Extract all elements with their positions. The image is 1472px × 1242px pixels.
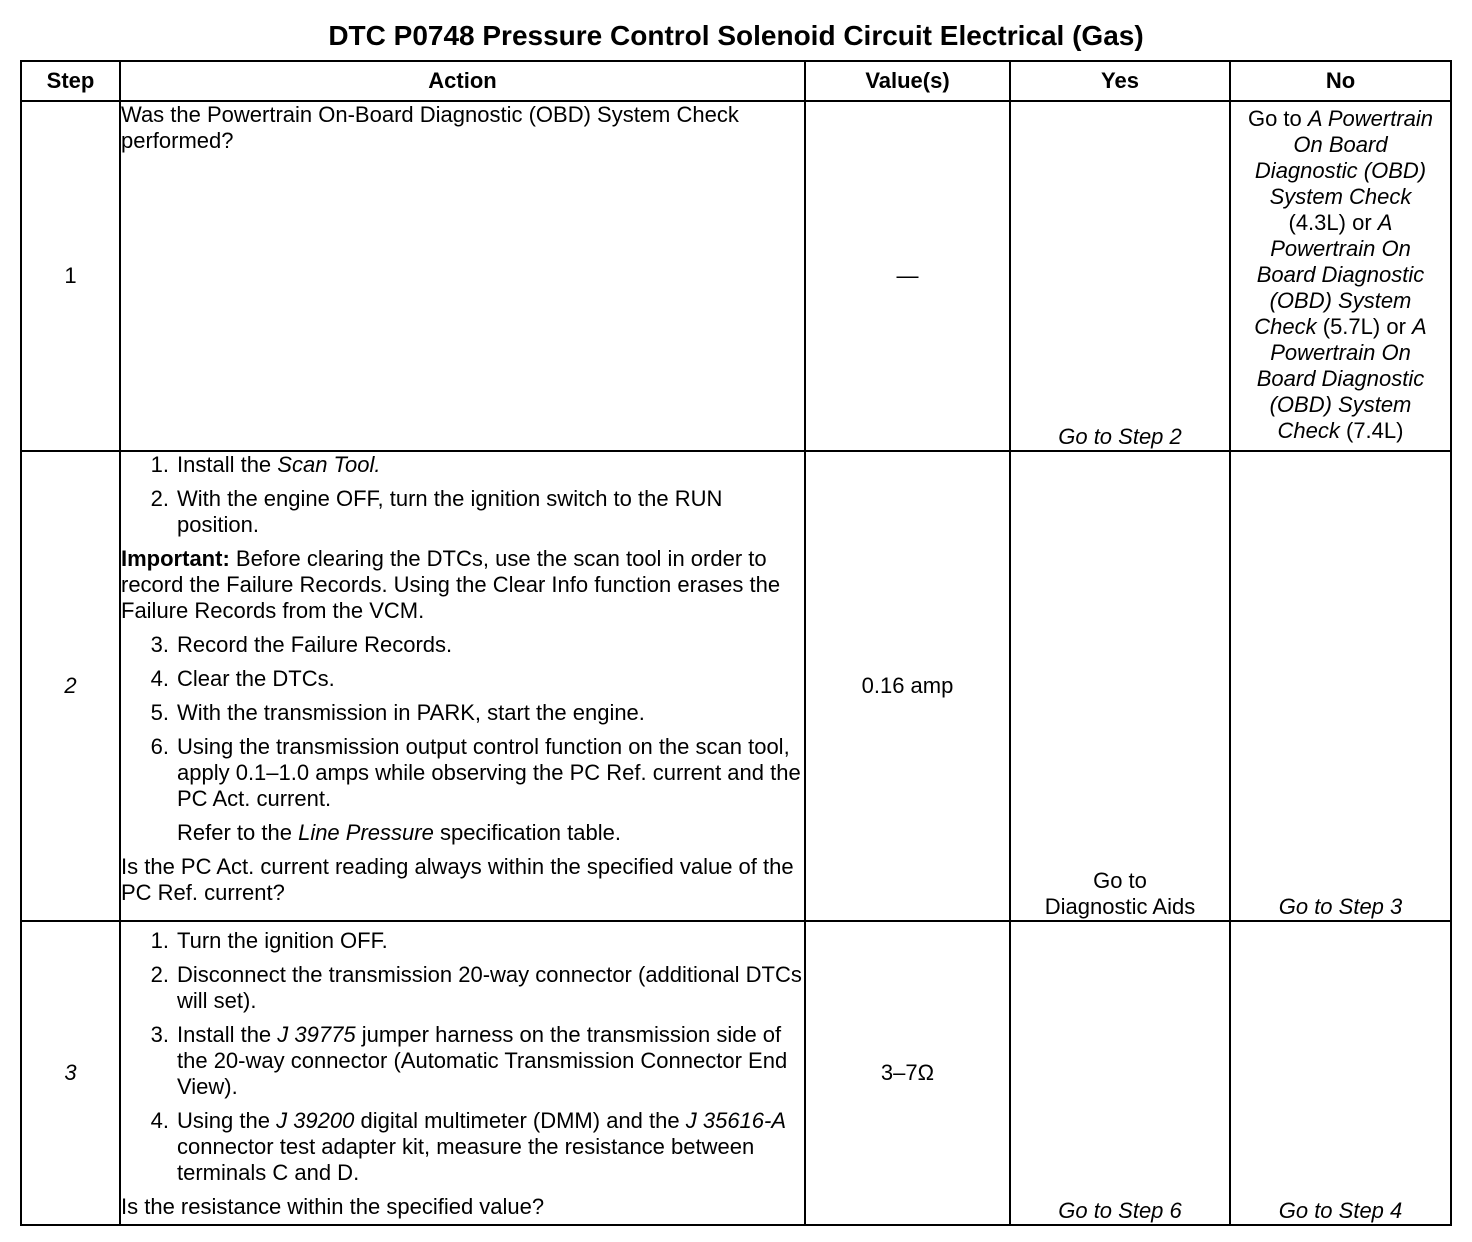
no-cell — [1230, 921, 1451, 1225]
action-step: 3. Install the J 39775 jumper harness on the transmission side of the 20-way connector (Automatic Transmission Connector End View). — [150, 1022, 788, 1099]
header-yes: Yes — [1010, 61, 1230, 101]
important-label: Important: — [121, 546, 230, 571]
or-text: or — [1352, 210, 1372, 235]
diagnostic-aids-link[interactable]: Diagnostic Aids — [1044, 894, 1196, 919]
header-no: No — [1230, 61, 1451, 101]
j39775-tool-link[interactable]: J 39775 — [277, 1022, 356, 1047]
step-number: 3 — [21, 921, 120, 1225]
action-cell — [120, 921, 805, 1225]
action-step: 1. Install the Scan Tool. — [150, 452, 381, 477]
table-row-step-1 — [21, 101, 1451, 451]
yes-cell — [1010, 101, 1230, 451]
page-title: DTC P0748 Pressure Control Solenoid Circuit Electrical (Gas) — [328, 20, 1144, 51]
action-step: 4. Clear the DTCs. — [150, 666, 335, 691]
value-cell: 0.16 amp — [805, 451, 1010, 921]
value-cell: — — [805, 101, 1010, 451]
action-step: 1. Turn the ignition OFF. — [150, 928, 388, 953]
or-text: or — [1386, 314, 1406, 339]
yes-goto-link[interactable]: Go to Step 6 — [1058, 1198, 1182, 1223]
no-cell — [1230, 451, 1451, 921]
no-goto-link[interactable]: Go to Step 3 — [1278, 894, 1403, 919]
yes-goto-link[interactable]: Go to Step 2 — [1058, 424, 1182, 449]
action-cell — [120, 101, 805, 451]
obd-check-link-57[interactable]: A Powertrain On Board Diagnostic (OBD) System Check — [1254, 210, 1425, 339]
action-question: Was the Powertrain On-Board Diagnostic (OBD) System Check performed? — [121, 102, 739, 153]
no-cell — [1230, 101, 1451, 451]
diagnostic-table — [20, 60, 1452, 1226]
yes-goto-prefix: Go to — [1093, 868, 1147, 893]
line-pressure-link[interactable]: Line Pressure — [298, 820, 434, 845]
yes-cell — [1010, 451, 1230, 921]
no-goto-prefix: Go to — [1247, 106, 1302, 131]
important-text: Before clearing the DTCs, use the scan tool in order to record the Failure Records. Using the Clear Info function erases the Failure Records from the VCM. — [121, 546, 781, 623]
engine-57l: (5.7L) — [1322, 314, 1381, 339]
j35616a-tool-link[interactable]: J 35616-A — [685, 1108, 787, 1133]
important-note — [121, 546, 804, 624]
obd-check-link-43[interactable]: A Powertrain On Board Diagnostic (OBD) System Check — [1254, 106, 1434, 209]
action-step: 2. With the engine OFF, turn the ignition switch to the RUN position. — [150, 486, 723, 537]
step-number: 2 — [21, 451, 120, 921]
action-step: 6. Using the transmission output control function on the scan tool, apply 0.1–1.0 amps while observing the PC Ref. current and the PC Act. current. — [150, 734, 801, 811]
table-row-step-2 — [21, 451, 1451, 921]
action-step: 4. Using the J 39200 digital multimeter (DMM) and the J 35616-A connector test adapter kit, measure the resistance between terminals C and D. — [150, 1108, 787, 1185]
step-number: 1 — [21, 101, 120, 451]
value-cell: 3–7Ω — [805, 921, 1010, 1225]
header-values: Value(s) — [805, 61, 1010, 101]
refer-note: Refer to the Line Pressure specification table. — [177, 820, 621, 845]
action-question: Is the PC Act. current reading always within the specified value of the PC Ref. current? — [121, 854, 794, 905]
action-steps-b — [121, 632, 804, 812]
table-row-step-3 — [21, 921, 1451, 1225]
action-steps-a — [121, 452, 804, 538]
table-header-row — [21, 61, 1451, 101]
engine-74l: (7.4L) — [1346, 418, 1404, 443]
j39200-tool-link[interactable]: J 39200 — [276, 1108, 355, 1133]
header-action: Action — [120, 61, 805, 101]
action-step: 2. Disconnect the transmission 20-way connector (additional DTCs will set). — [150, 962, 802, 1013]
engine-43l: (4.3L) — [1288, 210, 1346, 235]
yes-cell — [1010, 921, 1230, 1225]
action-steps — [121, 928, 804, 1186]
header-step: Step — [21, 61, 120, 101]
action-question: Is the resistance within the specified value? — [121, 1194, 545, 1219]
action-cell — [120, 451, 805, 921]
action-step: 3. Record the Failure Records. — [150, 632, 453, 657]
obd-check-link-74[interactable]: A Powertrain On Board Diagnostic (OBD) System Check — [1256, 314, 1427, 443]
no-goto-link[interactable]: Go to Step 4 — [1278, 1198, 1403, 1223]
scan-tool-link[interactable]: Scan Tool. — [277, 452, 381, 477]
action-step: 5. With the transmission in PARK, start the engine. — [150, 700, 645, 725]
